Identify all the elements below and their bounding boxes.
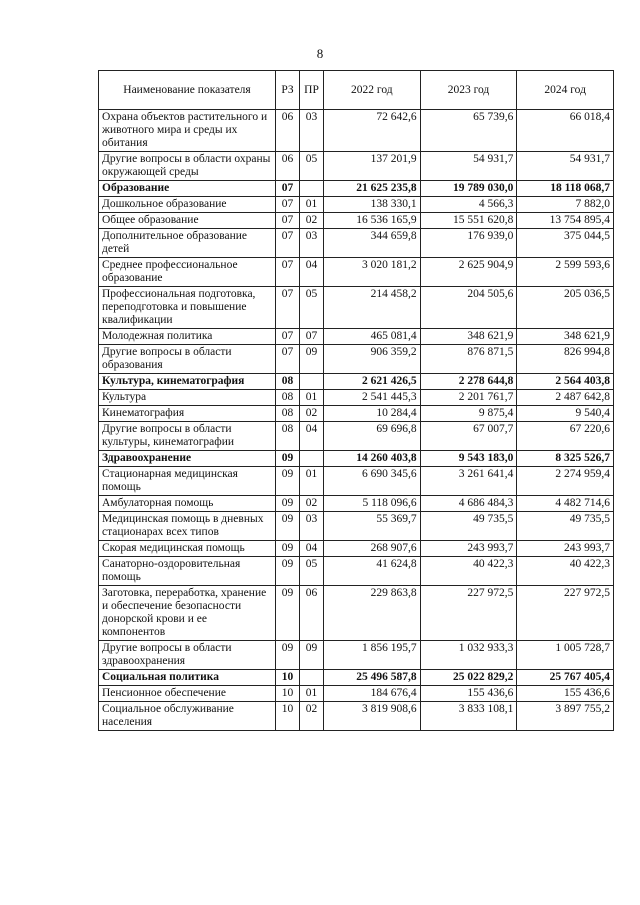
row-value-2023: 54 931,7 <box>420 152 517 181</box>
row-value-2023: 9 875,4 <box>420 406 517 422</box>
row-value-2023: 176 939,0 <box>420 229 517 258</box>
row-value-2024: 2 564 403,8 <box>517 374 614 390</box>
row-value-2023: 876 871,5 <box>420 345 517 374</box>
row-value-2023: 155 436,6 <box>420 686 517 702</box>
header-2024: 2024 год <box>517 71 614 110</box>
table-section-row <box>99 181 614 197</box>
row-value-2022: 41 624,8 <box>324 557 421 586</box>
row-value-2023: 204 505,6 <box>420 287 517 329</box>
row-name: Культура <box>99 390 276 406</box>
row-rz: 09 <box>276 557 300 586</box>
row-rz: 09 <box>276 586 300 641</box>
table-row <box>99 390 614 406</box>
row-name: Пенсионное обеспечение <box>99 686 276 702</box>
row-pr: 05 <box>300 287 324 329</box>
table-header-row <box>99 71 614 110</box>
row-value-2022: 214 458,2 <box>324 287 421 329</box>
row-rz: 09 <box>276 541 300 557</box>
row-pr: 04 <box>300 422 324 451</box>
row-value-2022: 21 625 235,8 <box>324 181 421 197</box>
row-value-2022: 3 020 181,2 <box>324 258 421 287</box>
row-pr: 04 <box>300 258 324 287</box>
row-value-2024: 155 436,6 <box>517 686 614 702</box>
table-row <box>99 496 614 512</box>
row-pr: 06 <box>300 586 324 641</box>
row-value-2022: 138 330,1 <box>324 197 421 213</box>
row-value-2024: 243 993,7 <box>517 541 614 557</box>
row-value-2024: 227 972,5 <box>517 586 614 641</box>
row-rz: 07 <box>276 213 300 229</box>
row-pr: 09 <box>300 641 324 670</box>
row-value-2022: 72 642,6 <box>324 110 421 152</box>
row-value-2022: 3 819 908,6 <box>324 702 421 731</box>
header-pr: ПР <box>300 71 324 110</box>
row-value-2023: 2 278 644,8 <box>420 374 517 390</box>
row-value-2022: 465 081,4 <box>324 329 421 345</box>
row-value-2023: 348 621,9 <box>420 329 517 345</box>
row-rz: 09 <box>276 451 300 467</box>
row-rz: 07 <box>276 181 300 197</box>
row-pr <box>300 181 324 197</box>
row-name: Амбулаторная помощь <box>99 496 276 512</box>
row-rz: 06 <box>276 152 300 181</box>
row-value-2024: 7 882,0 <box>517 197 614 213</box>
row-rz: 07 <box>276 258 300 287</box>
row-value-2023: 2 201 761,7 <box>420 390 517 406</box>
row-value-2024: 25 767 405,4 <box>517 670 614 686</box>
row-pr: 03 <box>300 512 324 541</box>
row-pr: 01 <box>300 390 324 406</box>
row-name: Общее образование <box>99 213 276 229</box>
row-value-2024: 40 422,3 <box>517 557 614 586</box>
row-pr: 03 <box>300 229 324 258</box>
table-row <box>99 557 614 586</box>
table-row <box>99 467 614 496</box>
row-value-2023: 2 625 904,9 <box>420 258 517 287</box>
row-pr: 05 <box>300 152 324 181</box>
row-value-2023: 3 833 108,1 <box>420 702 517 731</box>
row-rz: 08 <box>276 406 300 422</box>
row-name: Другие вопросы в области образования <box>99 345 276 374</box>
row-value-2022: 14 260 403,8 <box>324 451 421 467</box>
row-value-2022: 268 907,6 <box>324 541 421 557</box>
row-value-2023: 227 972,5 <box>420 586 517 641</box>
row-name: Другие вопросы в области здравоохранения <box>99 641 276 670</box>
row-value-2024: 1 005 728,7 <box>517 641 614 670</box>
page-number: 8 <box>316 46 324 61</box>
row-name: Кинематография <box>99 406 276 422</box>
row-pr: 07 <box>300 329 324 345</box>
table-section-row <box>99 374 614 390</box>
row-name: Среднее профессиональное образование <box>99 258 276 287</box>
table-row <box>99 258 614 287</box>
table-row <box>99 110 614 152</box>
table-row <box>99 512 614 541</box>
row-rz: 07 <box>276 197 300 213</box>
row-value-2022: 55 369,7 <box>324 512 421 541</box>
row-value-2023: 15 551 620,8 <box>420 213 517 229</box>
table-row <box>99 702 614 731</box>
row-value-2023: 49 735,5 <box>420 512 517 541</box>
header-name: Наименование показателя <box>99 71 276 110</box>
row-rz: 07 <box>276 229 300 258</box>
table-row <box>99 345 614 374</box>
table-row <box>99 406 614 422</box>
header-2023: 2023 год <box>420 71 517 110</box>
row-value-2023: 1 032 933,3 <box>420 641 517 670</box>
row-value-2023: 65 739,6 <box>420 110 517 152</box>
row-value-2024: 49 735,5 <box>517 512 614 541</box>
row-pr: 02 <box>300 406 324 422</box>
row-value-2024: 66 018,4 <box>517 110 614 152</box>
row-value-2023: 243 993,7 <box>420 541 517 557</box>
row-rz: 09 <box>276 467 300 496</box>
row-value-2023: 3 261 641,4 <box>420 467 517 496</box>
table-row <box>99 197 614 213</box>
row-value-2022: 10 284,4 <box>324 406 421 422</box>
row-value-2024: 67 220,6 <box>517 422 614 451</box>
table-row <box>99 287 614 329</box>
row-rz: 10 <box>276 670 300 686</box>
table-row <box>99 586 614 641</box>
row-name: Медицинская помощь в дневных стационарах всех типов <box>99 512 276 541</box>
row-value-2022: 137 201,9 <box>324 152 421 181</box>
row-name: Другие вопросы в области культуры, кинематографии <box>99 422 276 451</box>
row-value-2024: 54 931,7 <box>517 152 614 181</box>
row-rz: 08 <box>276 422 300 451</box>
row-value-2024: 2 274 959,4 <box>517 467 614 496</box>
row-value-2023: 4 566,3 <box>420 197 517 213</box>
row-rz: 08 <box>276 390 300 406</box>
row-pr: 02 <box>300 496 324 512</box>
table-row <box>99 422 614 451</box>
row-value-2024: 826 994,8 <box>517 345 614 374</box>
row-value-2023: 25 022 829,2 <box>420 670 517 686</box>
row-value-2022: 906 359,2 <box>324 345 421 374</box>
table-row <box>99 152 614 181</box>
row-value-2024: 205 036,5 <box>517 287 614 329</box>
budget-table <box>98 70 614 731</box>
row-value-2022: 69 696,8 <box>324 422 421 451</box>
row-pr <box>300 451 324 467</box>
row-value-2024: 375 044,5 <box>517 229 614 258</box>
row-value-2022: 344 659,8 <box>324 229 421 258</box>
row-value-2022: 6 690 345,6 <box>324 467 421 496</box>
row-rz: 09 <box>276 641 300 670</box>
row-name: Профессиональная подготовка, переподготовка и повышение квалификации <box>99 287 276 329</box>
row-name: Социальная политика <box>99 670 276 686</box>
row-pr <box>300 670 324 686</box>
row-value-2024: 4 482 714,6 <box>517 496 614 512</box>
row-name: Социальное обслуживание населения <box>99 702 276 731</box>
row-name: Дошкольное образование <box>99 197 276 213</box>
table-row <box>99 541 614 557</box>
row-value-2023: 9 543 183,0 <box>420 451 517 467</box>
row-value-2024: 18 118 068,7 <box>517 181 614 197</box>
row-pr: 01 <box>300 467 324 496</box>
row-value-2024: 9 540,4 <box>517 406 614 422</box>
row-rz: 09 <box>276 512 300 541</box>
row-value-2024: 8 325 526,7 <box>517 451 614 467</box>
row-rz: 07 <box>276 329 300 345</box>
row-name: Охрана объектов растительного и животного мира и среды их обитания <box>99 110 276 152</box>
table-row <box>99 686 614 702</box>
row-pr: 01 <box>300 197 324 213</box>
row-name: Другие вопросы в области охраны окружающей среды <box>99 152 276 181</box>
row-pr: 02 <box>300 213 324 229</box>
row-pr: 05 <box>300 557 324 586</box>
row-value-2024: 2 487 642,8 <box>517 390 614 406</box>
row-name: Санаторно-оздоровительная помощь <box>99 557 276 586</box>
row-value-2023: 4 686 484,3 <box>420 496 517 512</box>
row-value-2023: 67 007,7 <box>420 422 517 451</box>
row-name: Здравоохранение <box>99 451 276 467</box>
table-section-row <box>99 451 614 467</box>
table-row <box>99 641 614 670</box>
row-rz: 08 <box>276 374 300 390</box>
row-pr: 01 <box>300 686 324 702</box>
row-value-2022: 2 541 445,3 <box>324 390 421 406</box>
row-name: Культура, кинематография <box>99 374 276 390</box>
table-row <box>99 213 614 229</box>
row-name: Дополнительное образование детей <box>99 229 276 258</box>
row-rz: 10 <box>276 686 300 702</box>
row-pr: 04 <box>300 541 324 557</box>
row-value-2024: 13 754 895,4 <box>517 213 614 229</box>
row-value-2024: 3 897 755,2 <box>517 702 614 731</box>
row-pr <box>300 374 324 390</box>
row-name: Стационарная медицинская помощь <box>99 467 276 496</box>
table-section-row <box>99 670 614 686</box>
row-value-2022: 5 118 096,6 <box>324 496 421 512</box>
table-row <box>99 229 614 258</box>
row-value-2024: 348 621,9 <box>517 329 614 345</box>
row-value-2024: 2 599 593,6 <box>517 258 614 287</box>
row-value-2022: 1 856 195,7 <box>324 641 421 670</box>
row-rz: 10 <box>276 702 300 731</box>
row-value-2022: 16 536 165,9 <box>324 213 421 229</box>
row-name: Скорая медицинская помощь <box>99 541 276 557</box>
row-name: Молодежная политика <box>99 329 276 345</box>
row-value-2022: 2 621 426,5 <box>324 374 421 390</box>
row-rz: 06 <box>276 110 300 152</box>
row-value-2022: 184 676,4 <box>324 686 421 702</box>
row-name: Образование <box>99 181 276 197</box>
row-rz: 09 <box>276 496 300 512</box>
row-value-2023: 40 422,3 <box>420 557 517 586</box>
row-pr: 03 <box>300 110 324 152</box>
row-value-2022: 25 496 587,8 <box>324 670 421 686</box>
table-row <box>99 329 614 345</box>
row-rz: 07 <box>276 287 300 329</box>
row-value-2023: 19 789 030,0 <box>420 181 517 197</box>
row-pr: 09 <box>300 345 324 374</box>
row-name: Заготовка, переработка, хранение и обеспечение безопасности донорской крови и ее компонентов <box>99 586 276 641</box>
header-2022: 2022 год <box>324 71 421 110</box>
header-rz: РЗ <box>276 71 300 110</box>
row-pr: 02 <box>300 702 324 731</box>
row-rz: 07 <box>276 345 300 374</box>
row-value-2022: 229 863,8 <box>324 586 421 641</box>
